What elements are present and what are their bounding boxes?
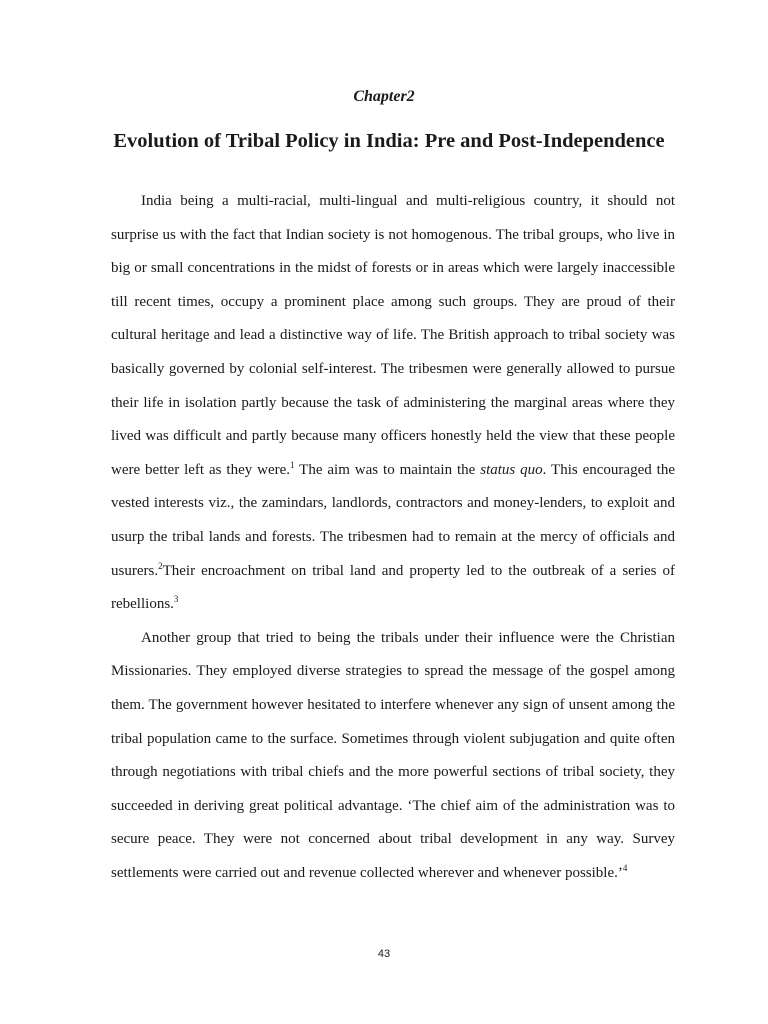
- body-text: [111, 185, 675, 890]
- paragraph-1-italic-phrase: status quo: [480, 461, 543, 478]
- footnote-ref-1: 1: [290, 459, 295, 470]
- paragraph-1-text-b: The aim was to maintain the: [294, 461, 481, 478]
- footnote-ref-4: 4: [622, 862, 628, 873]
- chapter-title: Evolution of Tribal Policy in India: Pre and Post-Independence: [113, 130, 665, 152]
- paragraph-1-text-a: India being a multi-racial, multi-lingual and multi-religious country, it should not surprise us with the fact that Indian society is not homogenous. The tribal groups, who live in big or small concentrations in the midst of forests or in areas which were largely inaccessible till recent times, occupy a prominent place among such groups. They are proud of their cultural heritage and lead a distinctive way of life. The British approach to tribal society was basically governed by colonial self-interest. The tribesmen were generally allowed to pursue their life in isolation partly because the task of administering the marginal areas where they lived was difficult and partly because many officers honestly held the view that these people were better left as they were.: [111, 193, 675, 478]
- paragraph-1-text-c: . This encouraged the vested interests viz., the zamindars, landlords, contractors and money-lenders, to exploit and usurp the tribal lands and forests. The tribesmen had to remain at the mercy of officials and usurers.: [111, 461, 675, 579]
- paragraph-1-text-d: Their encroachment on tribal land and property led to the outbreak of a series of rebellions.: [111, 562, 675, 613]
- page-number: 43: [377, 948, 391, 960]
- footnote-ref-3: 3: [173, 594, 179, 605]
- paragraph-1: [111, 185, 675, 622]
- chapter-label: Chapter2: [353, 88, 415, 105]
- paragraph-2-text: Another group that tried to being the tribals under their influence were the Christian Missionaries. They employed diverse strategies to spread the message of the gospel among them. The government however hesitated to interfere whenever any sign of unsent among the tribal population came to the surface. Sometimes through violent subjugation and quite often through negotiations with tribal chiefs and the more powerful sections of tribal society, they succeeded in deriving great political advantage. ‘The chief aim of the administration was to secure peace. They were not concerned about tribal development in any way. Survey settlements were carried out and revenue collected wherever and whenever possible.’: [111, 629, 675, 881]
- paragraph-2: [111, 622, 675, 891]
- footnote-ref-2: 2: [158, 560, 163, 571]
